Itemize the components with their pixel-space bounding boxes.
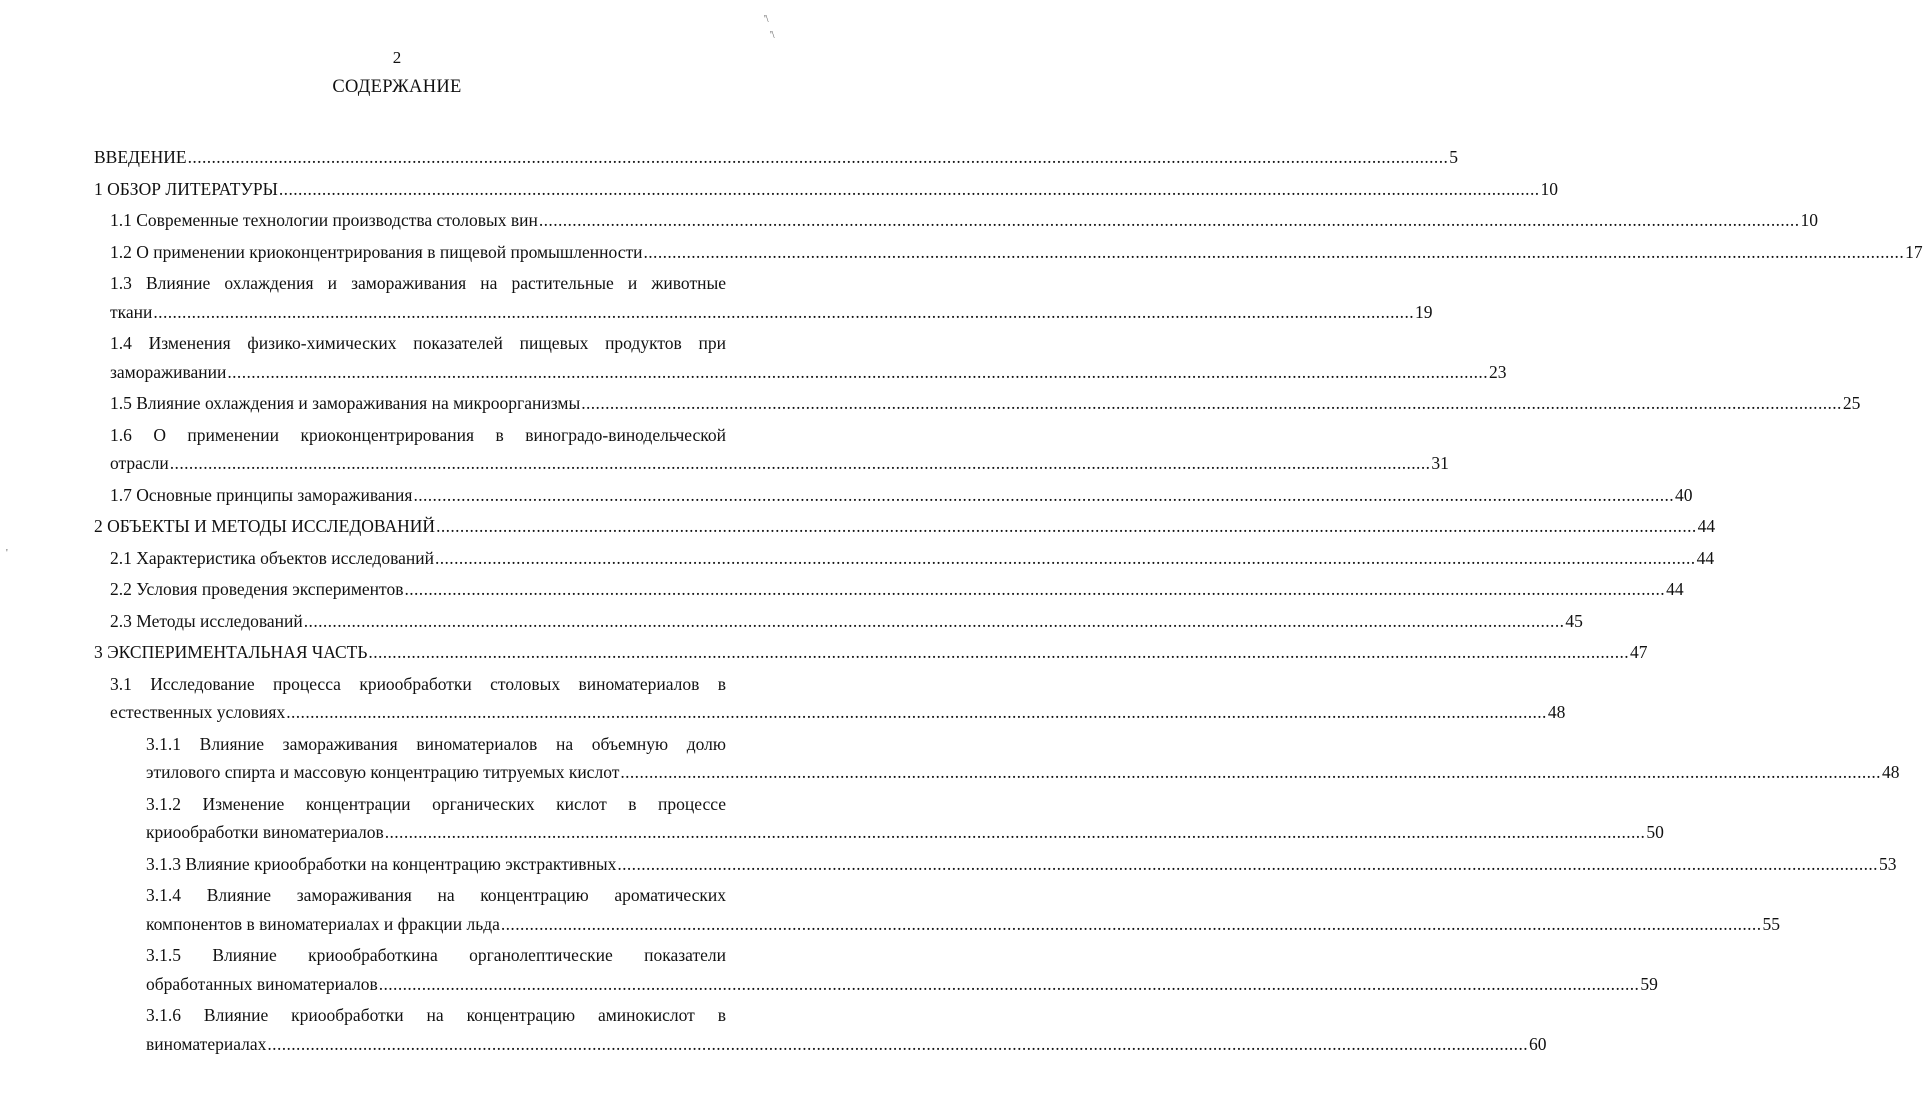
toc-entry-text: 3.1 Исследование процесса криообработки столовых виноматериалов в (110, 673, 726, 694)
toc-page-number: 17 (1905, 241, 1923, 262)
toc-entry-text: ВВЕДЕНИЕ (94, 147, 187, 167)
toc-entry-text: ткани (110, 301, 153, 322)
toc-entry-text: 2.1 Характеристика объектов исследований (110, 547, 434, 568)
toc-entry-text: 3.1.3 Влияние криообработки на концентрацию экстрактивных (146, 853, 617, 874)
toc-entry[interactable] (94, 143, 1458, 172)
toc-entry[interactable] (110, 238, 1923, 267)
toc-page-number: 48 (1881, 762, 1900, 782)
toc-entry[interactable] (110, 544, 1715, 573)
toc-entry[interactable] (110, 670, 1566, 727)
page-number: 2 (392, 48, 402, 67)
dot-leader (385, 818, 1646, 847)
dot-leader (188, 143, 1449, 172)
toc-page-number: 10 (1800, 210, 1818, 230)
dot-leader (644, 238, 1905, 267)
toc-entry-text: 1.1 Современные технологии производства столовых вин (110, 210, 538, 230)
toc-entry-text: компонентов в виноматериалах и фракции льда (146, 913, 500, 934)
toc-page-number: 48 (1547, 702, 1566, 722)
scan-mark: '\ (770, 30, 775, 41)
toc-entry-text: 2 ОБЪЕКТЫ И МЕТОДЫ ИССЛЕДОВАНИЙ (94, 516, 436, 536)
table-of-contents (94, 143, 1923, 1061)
toc-entry-text: этилового спирта и массовую концентрацию титруемых кислот (146, 762, 620, 782)
toc-page-number: 44 (1666, 579, 1684, 599)
toc-page-number: 47 (1630, 642, 1648, 662)
toc-entry[interactable] (110, 269, 1433, 326)
toc-entry-text: 3.1.2 Изменение концентрации органических кислот в процессе (146, 793, 726, 814)
toc-entry-text: 1.6 О применении криоконцентрирования в виноградо-винодельческой (110, 424, 726, 445)
toc-entry-text: 1.3 Влияние охлаждения и замораживания на растительные и животные (110, 273, 726, 293)
dot-leader (267, 1030, 1528, 1059)
toc-entry[interactable] (110, 607, 1583, 636)
page-title: СОДЕРЖАНИЕ (332, 77, 462, 97)
toc-entry-text: естественных условиях (110, 702, 286, 722)
toc-entry[interactable] (146, 730, 1900, 787)
toc-entry-text: 1.7 Основные принципы замораживания (110, 484, 413, 505)
toc-entry[interactable] (94, 512, 1716, 541)
toc-entry[interactable] (110, 421, 1449, 478)
toc-entry[interactable] (146, 790, 1664, 847)
toc-page-number: 31 (1431, 453, 1449, 473)
toc-page-number: 23 (1488, 361, 1507, 382)
toc-page-number: 55 (1762, 913, 1780, 934)
toc-entry-text: 3.1.1 Влияние замораживания виноматериалов на объемную долю (146, 733, 726, 754)
toc-page-number: 60 (1529, 1033, 1547, 1054)
dot-leader (379, 970, 1640, 999)
toc-entry[interactable] (146, 881, 1780, 938)
toc-entry[interactable] (110, 481, 1693, 510)
toc-entry-text: обработанных виноматериалов (146, 973, 378, 994)
toc-page-number: 53 (1878, 853, 1897, 874)
dot-leader (286, 698, 1547, 727)
dot-leader (404, 575, 1665, 604)
toc-page-number: 19 (1415, 301, 1433, 322)
toc-entry[interactable] (146, 941, 1658, 998)
scan-mark: ' (6, 548, 8, 559)
toc-entry-text: 3.1.4 Влияние замораживания на концентрацию ароматических (146, 885, 726, 905)
toc-entry-text: 1.4 Изменения физико-химических показателей пищевых продуктов при (110, 333, 726, 353)
dot-leader (617, 850, 1878, 879)
dot-leader (501, 910, 1762, 939)
toc-entry[interactable] (146, 850, 1897, 879)
dot-leader (620, 758, 1881, 787)
dot-leader (304, 607, 1565, 636)
toc-entry-text: виноматериалах (146, 1033, 267, 1054)
toc-entry[interactable] (110, 575, 1684, 604)
dot-leader (436, 512, 1697, 541)
toc-page-number: 50 (1646, 822, 1664, 842)
toc-entry[interactable] (110, 389, 1861, 418)
dot-leader (368, 638, 1629, 667)
toc-entry[interactable] (94, 175, 1558, 204)
dot-leader (153, 298, 1414, 327)
toc-entry[interactable] (110, 206, 1818, 235)
toc-page-number: 5 (1449, 147, 1458, 167)
toc-entry-text: 3 ЭКСПЕРИМЕНТАЛЬНАЯ ЧАСТЬ (94, 642, 368, 662)
dot-leader (435, 544, 1696, 573)
toc-entry-text: 2.3 Методы исследований (110, 610, 303, 631)
toc-entry[interactable] (110, 329, 1507, 386)
dot-leader (170, 449, 1431, 478)
toc-page-number: 59 (1640, 973, 1658, 994)
toc-entry-text: 2.2 Условия проведения экспериментов (110, 579, 404, 599)
toc-entry-text: 1 ОБЗОР ЛИТЕРАТУРЫ (94, 178, 278, 199)
dot-leader (539, 206, 1800, 235)
toc-entry-text: 1.2 О применении криоконцентрирования в пищевой промышленности (110, 241, 643, 262)
toc-page-number: 25 (1842, 393, 1861, 413)
toc-entry-text: криообработки виноматериалов (146, 822, 384, 842)
toc-entry[interactable] (146, 1001, 1547, 1058)
scan-mark: '\ (764, 14, 769, 25)
toc-page-number: 44 (1696, 547, 1715, 568)
dot-leader (279, 175, 1540, 204)
toc-entry-text: 1.5 Влияние охлаждения и замораживания на микроорганизмы (110, 393, 581, 413)
toc-entry-text: отрасли (110, 453, 169, 473)
toc-page-number: 10 (1540, 178, 1558, 199)
dot-leader (413, 481, 1674, 510)
dot-leader (227, 358, 1488, 387)
toc-entry[interactable] (94, 638, 1648, 667)
toc-entry-text: замораживании (110, 361, 227, 382)
toc-page-number: 44 (1697, 516, 1716, 536)
toc-entry-text: 3.1.6 Влияние криообработки на концентрацию аминокислот в (146, 1005, 726, 1025)
toc-page-number: 40 (1675, 484, 1693, 505)
toc-page-number: 45 (1565, 610, 1583, 631)
dot-leader (581, 389, 1842, 418)
toc-entry-text: 3.1.5 Влияние криообработкина органолептические показатели (146, 945, 726, 965)
